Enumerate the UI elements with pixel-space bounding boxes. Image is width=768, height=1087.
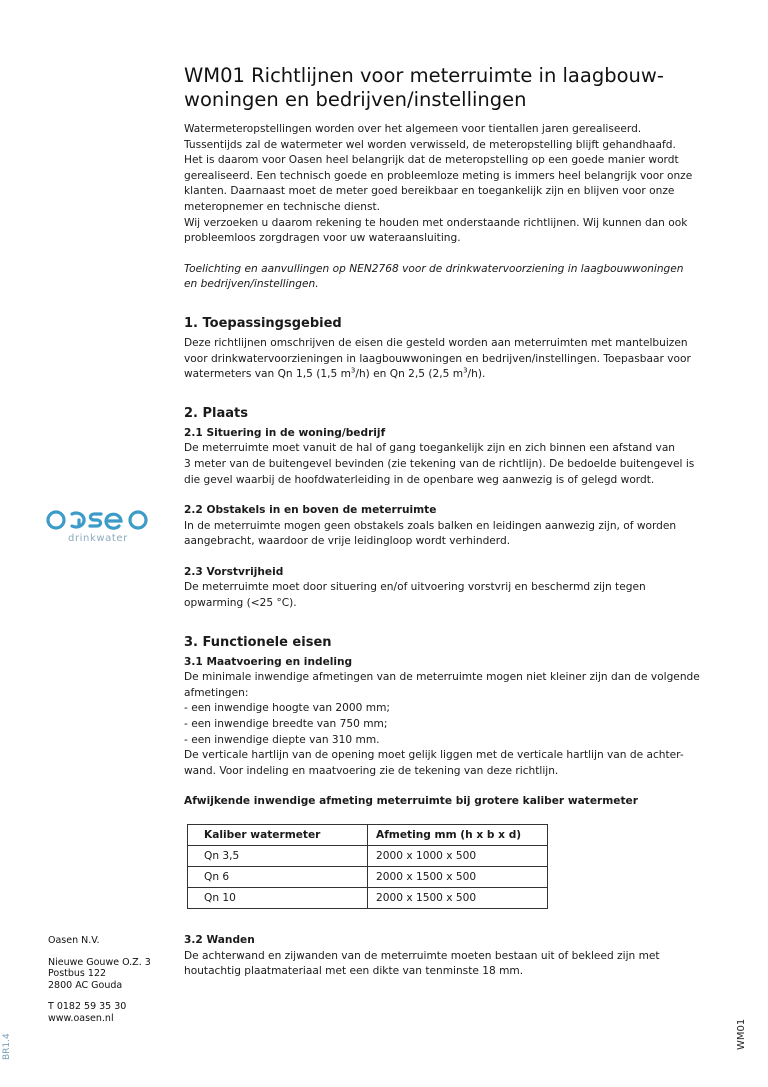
section-line: De meterruimte moet vanuit de hal of gang toegankelijk zijn en zich binnen een afstand van xyxy=(184,442,676,455)
intro-line: Watermeteropstellingen worden over het algemeen voor tientallen jaren gerealiseerd. xyxy=(184,123,642,135)
logo-subtitle: drinkwater xyxy=(68,533,128,544)
intro-line: klanten. Daarnaast moet de meter goed bereikbaar en toegankelijk zijn en blijven voor onze xyxy=(184,185,675,198)
table-cell: Qn 3,5 xyxy=(188,846,368,867)
table-cell: 2000 x 1500 x 500 xyxy=(368,888,548,909)
intro-line: Tussentijds zal de watermeter wel worden verwisseld, de meteropstelling blijft gehandhaafd. xyxy=(184,138,676,151)
list-item: - een inwendige diepte van 310 mm. xyxy=(184,733,380,746)
table-cell: 2000 x 1000 x 500 xyxy=(368,846,548,867)
kaliber-table xyxy=(187,824,548,909)
section-line: afmetingen: xyxy=(184,686,249,699)
street: Nieuwe Gouwe O.Z. 3 xyxy=(48,956,151,968)
company-address xyxy=(48,935,151,1024)
note-line: en bedrijven/instellingen. xyxy=(184,278,319,291)
intro-line: Wij verzoeken u daarom rekening te houden met onderstaande richtlijnen. Wij kunnen dan ook xyxy=(184,216,688,229)
table-cell: 2000 x 1500 x 500 xyxy=(368,867,548,888)
column-header: Afmeting mm (h x b x d) xyxy=(368,825,548,846)
table-row xyxy=(188,846,548,867)
section-heading: 3. Functionele eisen xyxy=(184,634,332,650)
table-cell: Qn 10 xyxy=(188,888,368,909)
column-header: Kaliber watermeter xyxy=(188,825,368,846)
intro-line: probleemloos zorgdragen voor uw wateraansluiting. xyxy=(184,232,461,245)
subsection-heading: 2.3 Vorstvrijheid xyxy=(184,565,284,578)
section-line: die gevel waarbij de hoofdwaterleiding in de openbare weg aanwezig is of gelegd wordt. xyxy=(184,473,655,486)
section-line: De minimale inwendige afmetingen van de meterruimte mogen niet kleiner zijn dan de volgende xyxy=(184,671,700,684)
list-item: - een inwendige hoogte van 2000 mm; xyxy=(184,702,390,715)
text-part: /h). xyxy=(467,368,486,381)
note-paragraph xyxy=(184,262,729,293)
section-line: houtachtig plaatmateriaal met een dikte van tenminste 18 mm. xyxy=(184,965,524,978)
section-line: aangebracht, waardoor de vrije leidingloop wordt verhinderd. xyxy=(184,535,511,548)
subsection-heading: 3.1 Maatvoering en indeling xyxy=(184,655,353,668)
section-line: In de meterruimte mogen geen obstakels zoals balken en leidingen aanwezig zijn, of worden xyxy=(184,519,677,532)
section-heading: 2. Plaats xyxy=(184,405,248,421)
table-header-row xyxy=(188,825,548,846)
superscript: 3 xyxy=(350,366,356,375)
oasen-wordmark xyxy=(46,506,156,534)
phone: T 0182 59 35 30 xyxy=(48,1001,127,1012)
website-link[interactable]: www.oasen.nl xyxy=(48,1012,114,1024)
page-title xyxy=(184,64,729,112)
section-heading: 1. Toepassingsgebied xyxy=(184,315,342,331)
intro-paragraph xyxy=(184,122,729,247)
table-row xyxy=(188,888,548,909)
section-line: Deze richtlijnen omschrijven de eisen die gesteld worden aan meterruimten met mantelbuizen xyxy=(184,336,688,349)
section-line: 3 meter van de buitengevel bevinden (zie tekening van de richtlijn). De bedoelde buitengevel is xyxy=(184,457,695,470)
text-part: watermeters van Qn 1,5 (1,5 m xyxy=(184,368,351,381)
table-row xyxy=(188,867,548,888)
oasen-logo xyxy=(46,506,156,544)
postbus: Postbus 122 xyxy=(48,968,107,979)
section-line: opwarming (<25 °C). xyxy=(184,597,297,610)
text-part: /h) en Qn 2,5 (2,5 m xyxy=(355,368,464,381)
intro-line: meteropnemer en technische dienst. xyxy=(184,200,380,213)
subsection-heading: 3.2 Wanden xyxy=(184,934,255,946)
intro-line: gerealiseerd. Een technisch goede en probleemloze meting is immers heel belangrijk voor onze xyxy=(184,169,693,182)
left-margin-code: BR1.4 xyxy=(2,1033,12,1060)
list-item: - een inwendige breedte van 750 mm; xyxy=(184,718,388,731)
title-line-1: WM01 Richtlijnen voor meterruimte in laagbouw- xyxy=(184,64,664,87)
title-line-2: woningen en bedrijven/instellingen xyxy=(184,88,527,111)
note-line: Toelichting en aanvullingen op NEN2768 voor de drinkwatervoorziening in laagbouwwoningen xyxy=(184,262,684,275)
section-line: De achterwand en zijwanden van de meterruimte moeten bestaan uit of bekleed zijn met xyxy=(184,949,660,962)
subsection-heading: 2.1 Situering in de woning/bedrijf xyxy=(184,426,386,439)
subsection-heading: 2.2 Obstakels in en boven de meterruimte xyxy=(184,504,437,517)
table-title: Afwijkende inwendige afmeting meterruimte bij grotere kaliber watermeter xyxy=(184,795,638,808)
company-name: Oasen N.V. xyxy=(48,935,100,946)
section-line: wand. Voor indeling en maatvoering zie de tekening van deze richtlijn. xyxy=(184,764,559,777)
superscript: 3 xyxy=(463,366,468,375)
table-cell: Qn 6 xyxy=(188,867,368,888)
section-line: voor drinkwatervoorzieningen in laagbouwwoningen en bedrijven/instellingen. Toepasbaar voor xyxy=(184,352,691,365)
document-body xyxy=(184,64,729,980)
right-margin-code: WM01 xyxy=(736,1018,747,1050)
section-line: De verticale hartlijn van de opening moet gelijk liggen met de verticale hartlijn van de achter- xyxy=(184,749,684,762)
section-line: De meterruimte moet door situering en/of uitvoering vorstvrij en beschermd zijn tegen xyxy=(184,581,646,594)
section-line xyxy=(184,367,729,383)
city: 2800 AC Gouda xyxy=(48,979,123,991)
intro-line: Het is daarom voor Oasen heel belangrijk dat de meteropstelling op een goede manier wordt xyxy=(184,154,679,167)
